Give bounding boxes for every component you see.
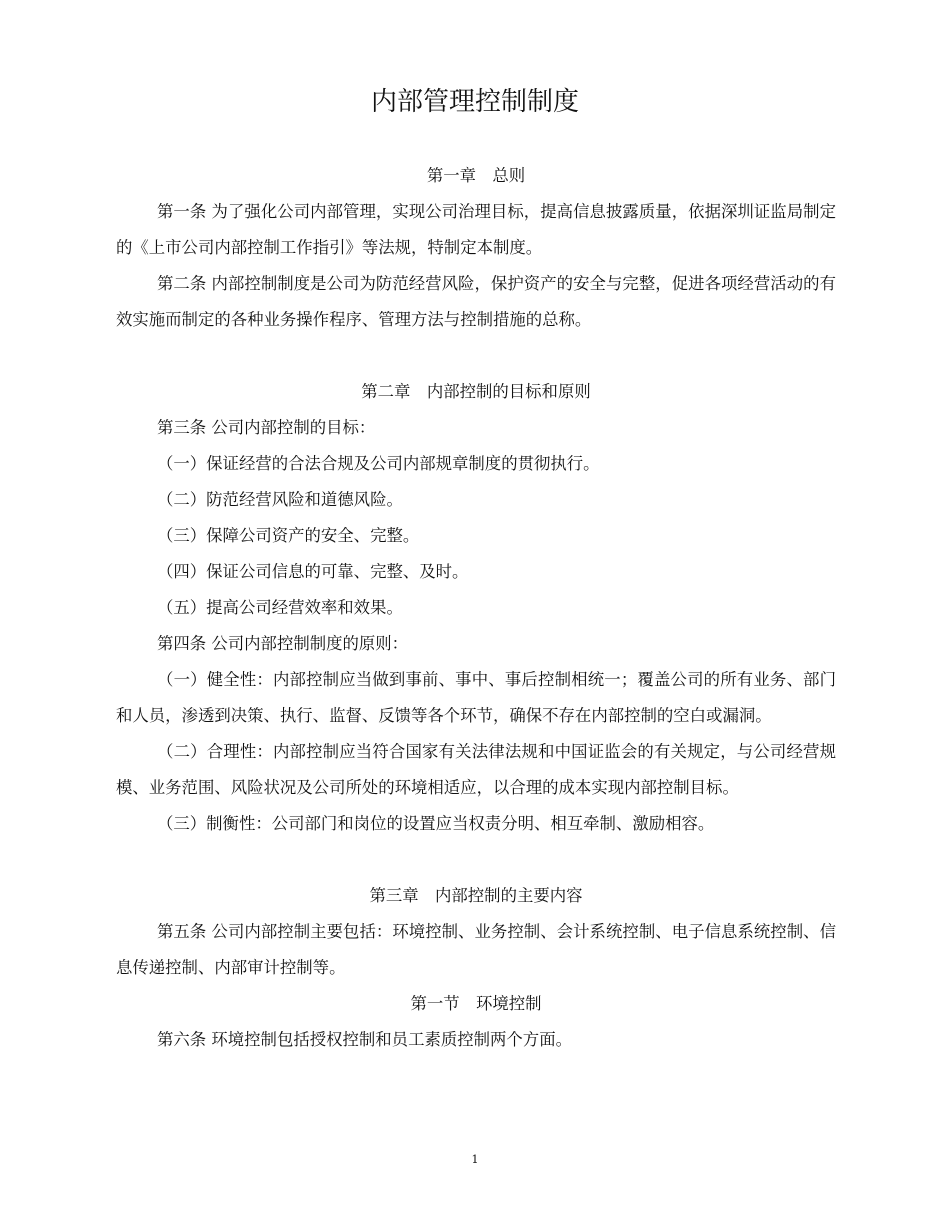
spacer (116, 338, 836, 374)
list-item: （三）保障公司资产的安全、完整。 (157, 526, 420, 545)
document-body (116, 158, 836, 1058)
article-paragraph: 第六条 环境控制包括授权控制和员工素质控制两个方面。 (157, 1030, 572, 1049)
article-paragraph: 第五条 公司内部控制主要包括：环境控制、业务控制、会计系统控制、电子信息系统控制、信息传递控制、内部审计控制等。 (116, 922, 836, 977)
list-item: （二）防范经营风险和道德风险。 (157, 490, 403, 509)
article-paragraph: 第四条 公司内部控制制度的原则： (157, 634, 409, 653)
spacer (116, 842, 836, 878)
list-item: （一）保证经营的合法合规及公司内部规章制度的贯彻执行。 (157, 454, 600, 473)
list-item: （五）提高公司经营效率和效果。 (157, 598, 403, 617)
list-item: （三）制衡性：公司部门和岗位的设置应当权责分明、相互牵制、激励相容。 (157, 814, 715, 833)
section-heading: 第一节 环境控制 (410, 994, 542, 1013)
article-paragraph: 第一条 为了强化公司内部管理，实现公司治理目标，提高信息披露质量，依据深圳证监局制定的《上市公司内部控制工作指引》等法规，特制定本制度。 (116, 202, 836, 257)
chapter-heading: 第二章 内部控制的目标和原则 (361, 382, 591, 401)
list-item: （一）健全性：内部控制应当做到事前、事中、事后控制相统一；覆盖公司的所有业务、部门和人员，渗透到决策、执行、监督、反馈等各个环节，确保不存在内部控制的空白或漏洞。 (116, 670, 836, 725)
chapter-heading: 第三章 内部控制的主要内容 (369, 886, 583, 905)
page-number: 1 (471, 1153, 479, 1166)
chapter-heading: 第一章 总则 (426, 166, 526, 185)
list-item: （四）保证公司信息的可靠、完整、及时。 (157, 562, 469, 581)
article-paragraph: 第二条 内部控制制度是公司为防范经营风险，保护资产的安全与完整，促进各项经营活动的有效实施而制定的各种业务操作程序、管理方法与控制措施的总称。 (116, 274, 836, 329)
article-paragraph: 第三条 公司内部控制的目标： (157, 418, 376, 437)
list-item: （二）合理性：内部控制应当符合国家有关法律法规和中国证监会的有关规定，与公司经营规模、业务范围、风险状况及公司所处的环境相适应，以合理的成本实现内部控制目标。 (116, 742, 836, 797)
document-title: 内部管理控制制度 (370, 87, 579, 117)
